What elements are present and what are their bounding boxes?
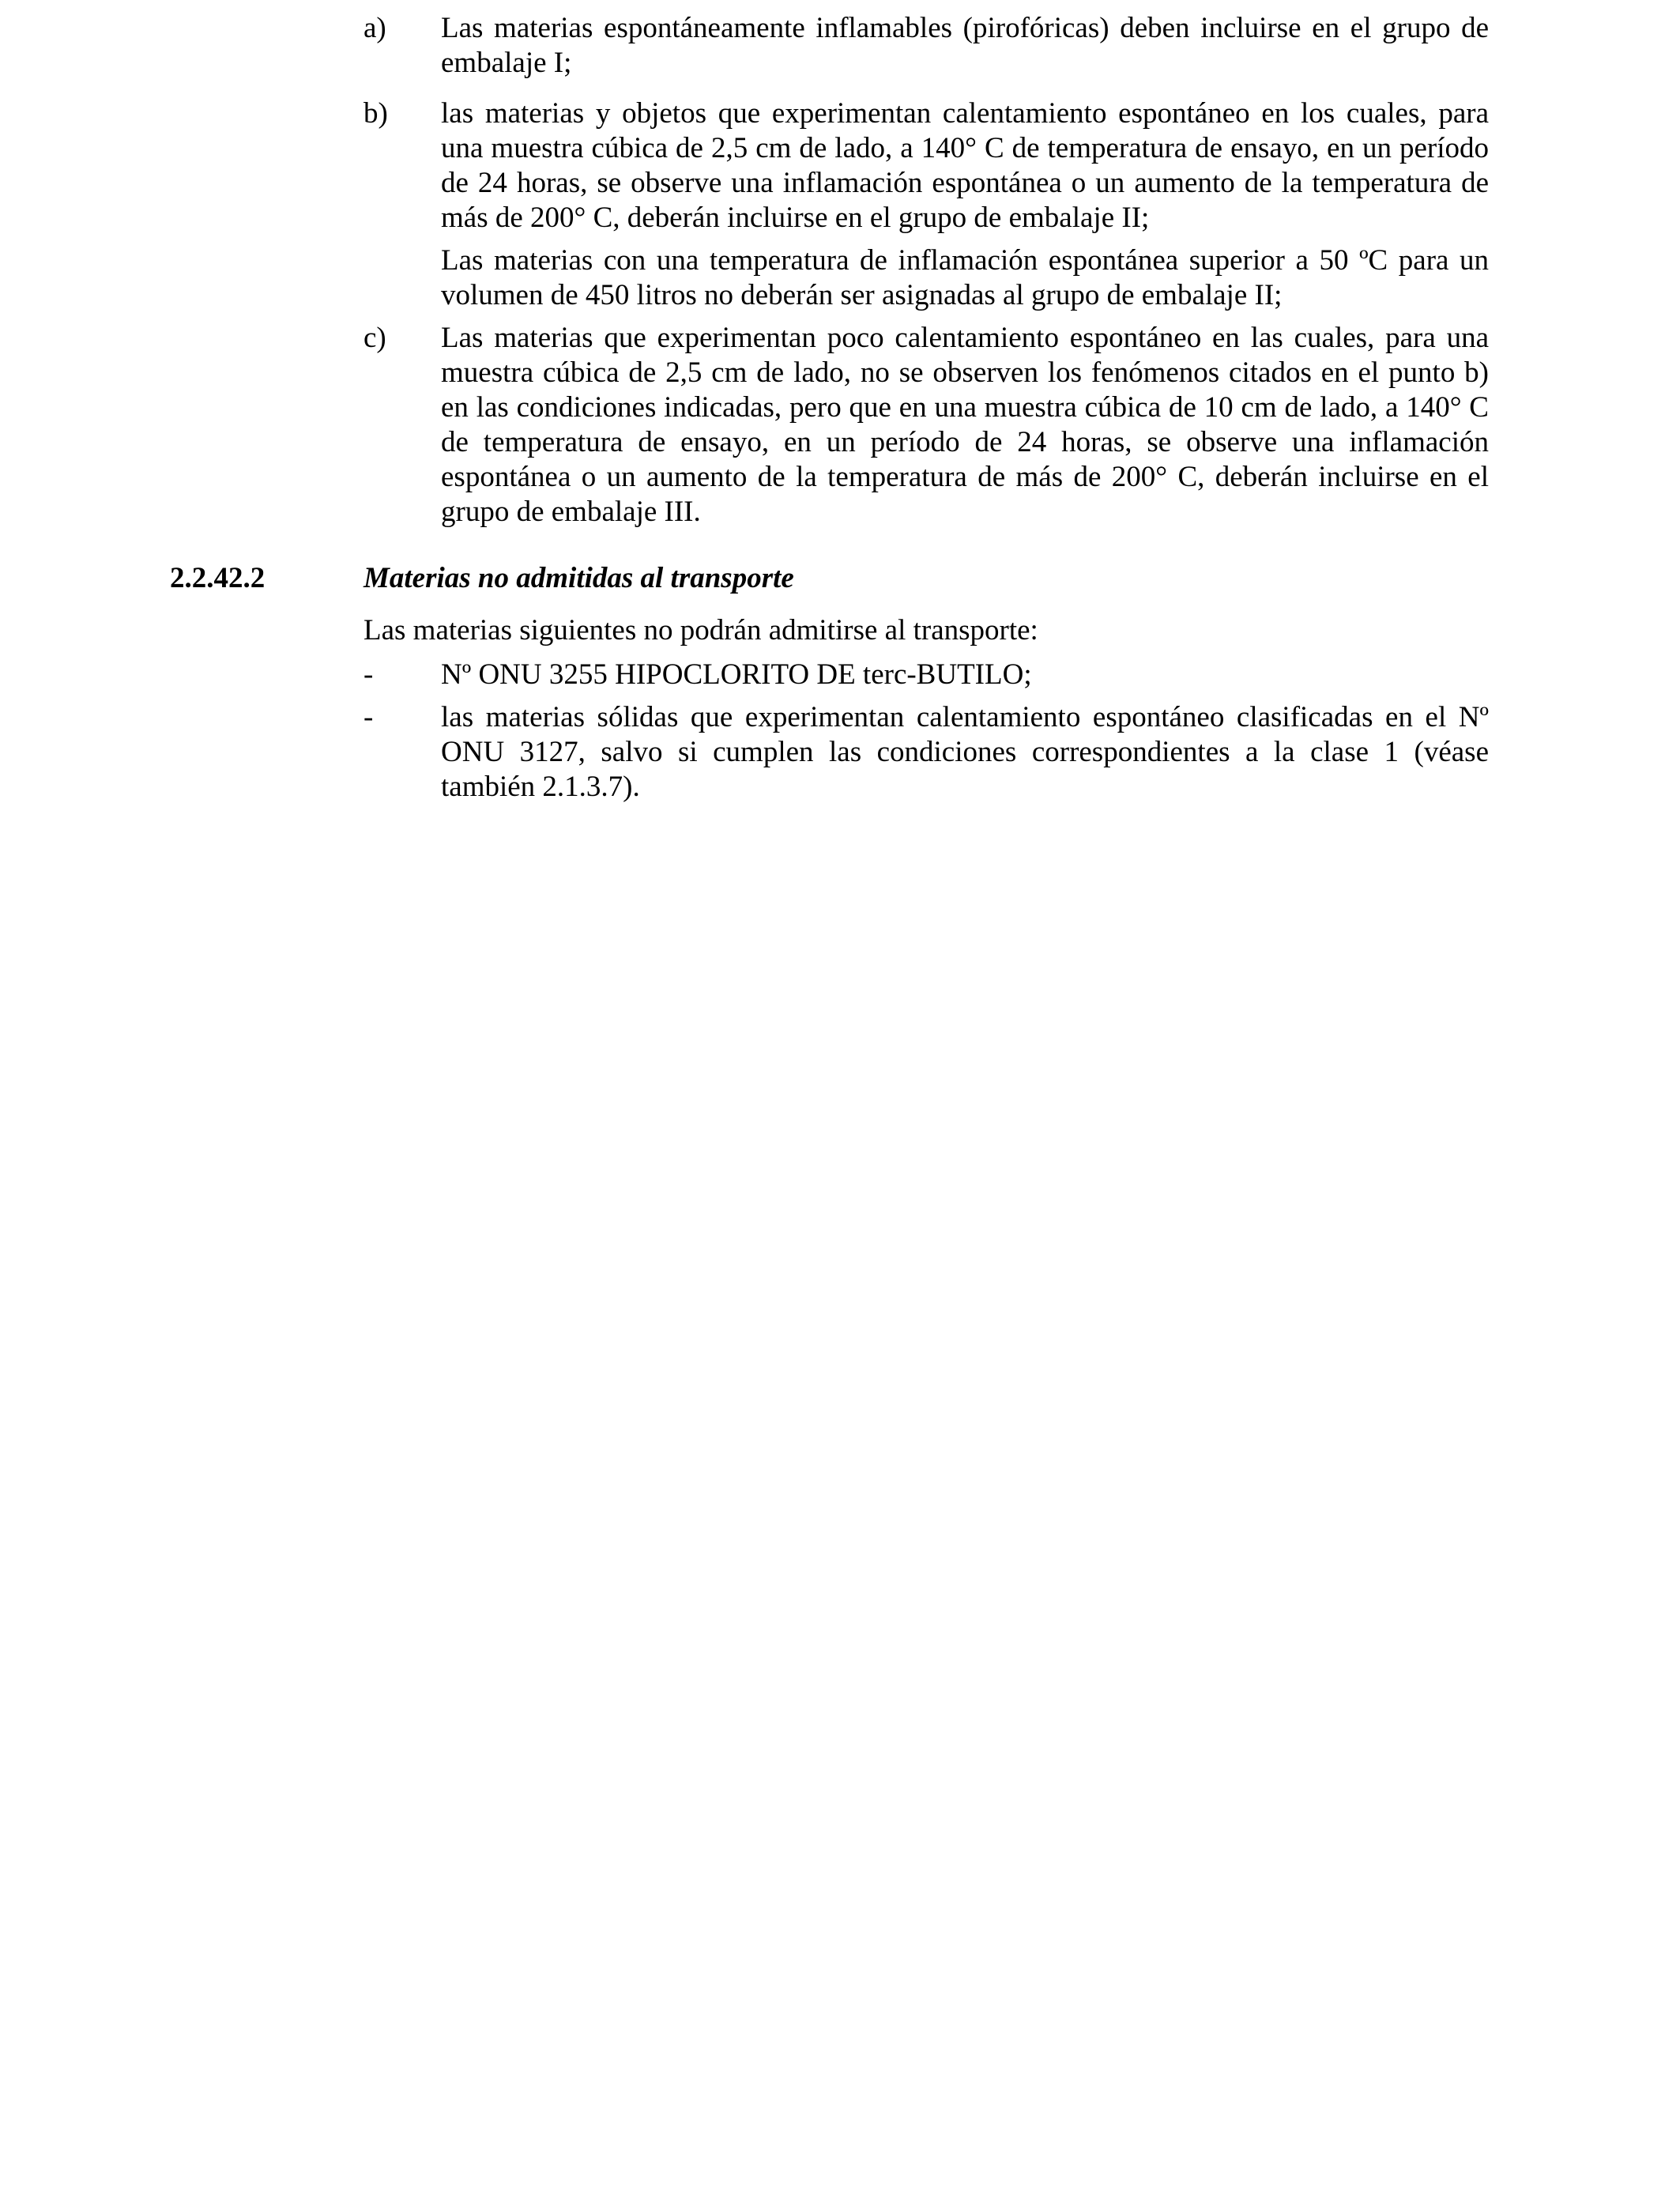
list-item-b-continuation: Las materias con una temperatura de inflamación espontánea superior a 50 ºC para un volumen de 450 litros no deberán ser asignadas al grupo de embalaje II;: [441, 244, 1489, 311]
section-intro: Las materias siguientes no podrán admitirse al transporte:: [363, 614, 1038, 647]
bullet-marker: -: [363, 701, 374, 733]
bullet-text: Nº ONU 3255 HIPOCLORITO DE terc-BUTILO;: [441, 658, 1032, 691]
list-item-c: [363, 321, 1489, 530]
bullet-item: [363, 658, 1489, 692]
bullet-marker: -: [363, 658, 374, 691]
list-marker: c): [363, 322, 386, 354]
list-item-b: [363, 96, 1489, 236]
list-item-text: las materias y objetos que experimentan calentamiento espontáneo en los cuales, para una muestra cúbica de 2,5 cm de lado, a 140° C de temperatura de ensayo, en un período de 24 horas, se observe una inflamación espontánea o un aumento de la temperatura de más de 200° C, deberán incluirse en el grupo de embalaje II;: [441, 97, 1489, 234]
list-marker: b): [363, 97, 388, 130]
list-item-text: Las materias que experimentan poco calentamiento espontáneo en las cuales, para una muestra cúbica de 2,5 cm de lado, no se observen los fenómenos citados en el punto b) en las condiciones indicadas, pero que en una muestra cúbica de 10 cm de lado, a 140° C de temperatura de ensayo, en un período de 24 horas, se observe una inflamación espontánea o un aumento de la temperatura de más de 200° C, deberán incluirse en el grupo de embalaje III.: [441, 322, 1489, 528]
list-marker: a): [363, 12, 386, 44]
list-item-text: Las materias espontáneamente inflamables (pirofóricas) deben incluirse en el grupo de embalaje I;: [441, 12, 1489, 79]
bullet-text: las materias sólidas que experimentan calentamiento espontáneo clasificadas en el Nº ONU 3127, salvo si cumplen las condiciones correspondientes a la clase 1 (véase también 2.1.3.7).: [441, 701, 1489, 803]
list-item-a: [363, 11, 1489, 81]
section-title: Materias no admitidas al transporte: [363, 562, 794, 594]
section-number: 2.2.42.2: [170, 562, 266, 594]
bullet-item: [363, 700, 1489, 805]
